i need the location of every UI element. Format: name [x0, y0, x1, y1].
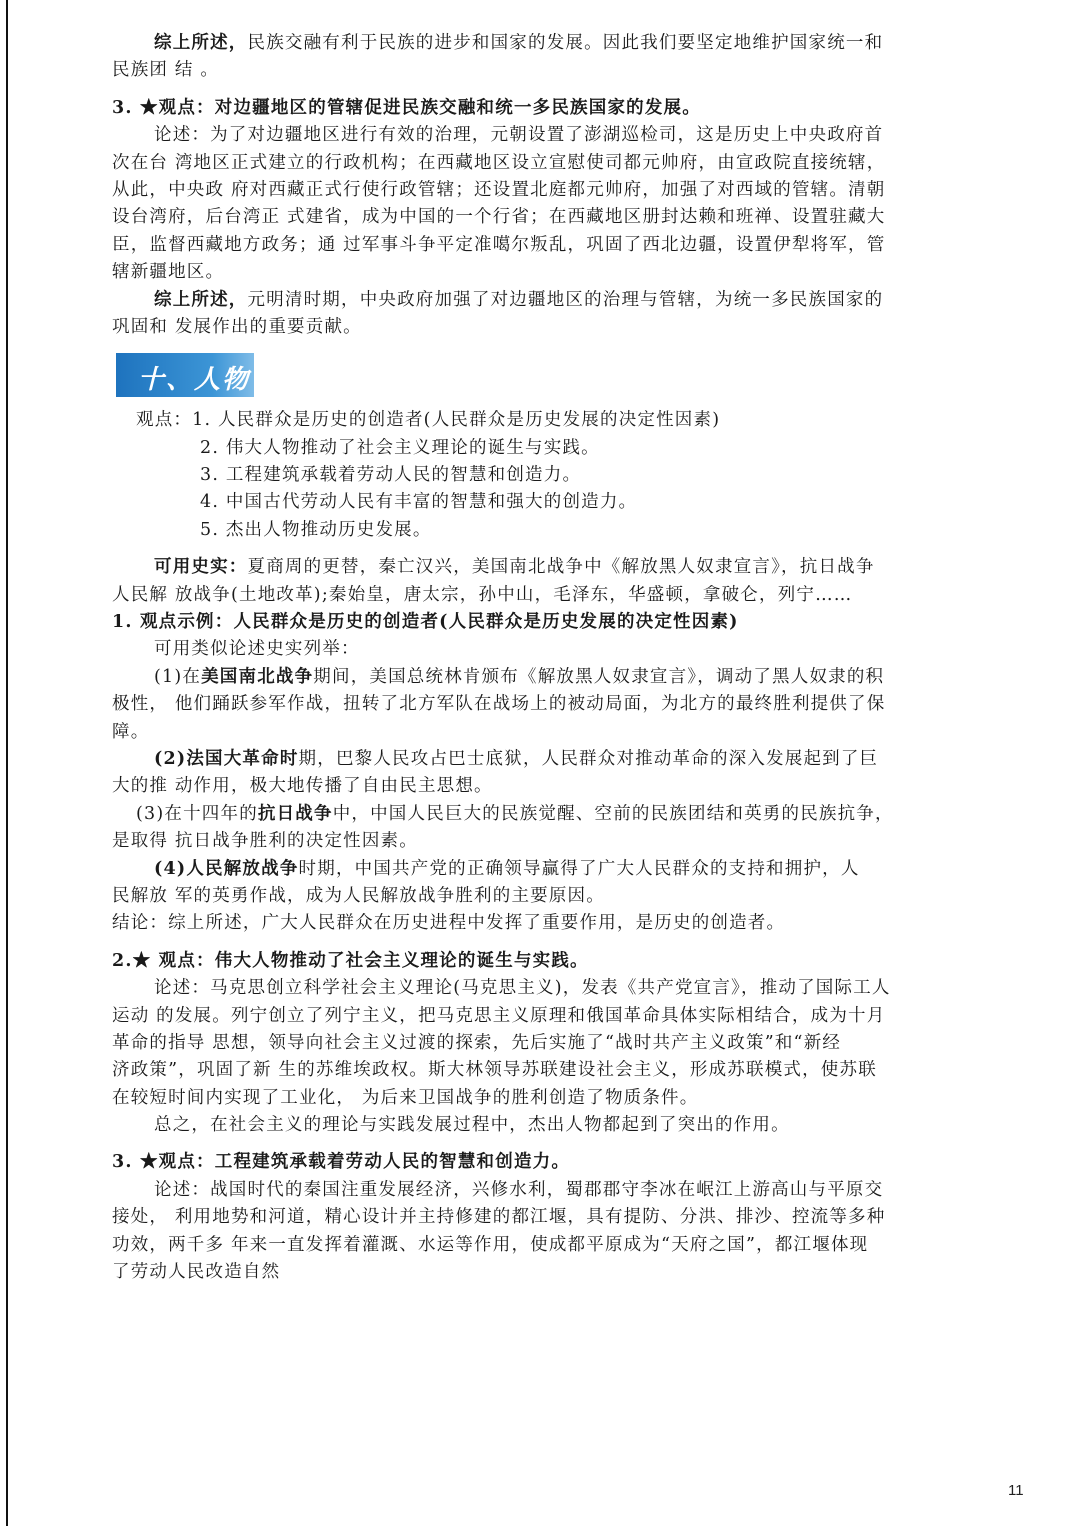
viewpoint-item: 4. 中国古代劳动人民有丰富的智慧和强大的创造力。 [200, 492, 638, 513]
paragraph-line: 了劳动人民改造自然 [112, 1262, 281, 1283]
example-keyword: 美国南北战争 [201, 666, 314, 687]
viewpoint-item: 5. 杰出人物推动历史发展。 [200, 519, 432, 540]
example-text: 期，巴黎人民攻占巴士底狱，人民群众对推动革命的深入发展起到了巨 [298, 748, 879, 769]
example-line [112, 746, 1027, 773]
viewpoints-label: 观点： [136, 410, 193, 431]
example-line [112, 801, 1027, 828]
example-text: 期间，美国总统林肯颁布《解放黑人奴隶宣言》，调动了黑人奴隶的积 [313, 666, 885, 687]
page-content [112, 30, 1027, 1286]
viewpoint-item: 2. 伟大人物推动了社会主义理论的诞生与实践。 [200, 437, 600, 458]
summary-line-2: 巩固和 发展作出的重要贡献。 [112, 316, 362, 337]
paragraph-line: 论述：马克思创立科学社会主义理论(马克思主义)，发表《共产党宣言》，推动了国际工人 [154, 978, 891, 999]
page-margin-rule [6, 0, 8, 1526]
example-line: 极性， 他们踊跃参军作战，扭转了北方军队在战场上的被动局面，为北方的最终胜利提供了保 [112, 694, 886, 715]
example-line: 民解放 军的英勇作战，成为人民解放战争胜利的主要原因。 [112, 885, 605, 906]
example-keyword: (2)法国大革命时 [154, 748, 299, 769]
example-line: 大的推 动作用，极大地传播了自由民主思想。 [112, 776, 493, 797]
point-heading-great-figures: 2.★ 观点：伟大人物推动了社会主义理论的诞生与实践。 [112, 950, 589, 971]
summary-line [112, 287, 1027, 314]
facts-line [112, 554, 1027, 581]
paragraph-line: 在较短时间内实现了工业化， 为后来卫国战争的胜利创造了物质条件。 [112, 1087, 699, 1108]
paragraph-line: 臣，监督西藏地方政务；通 过军事斗争平定准噶尔叛乱，巩固了西北边疆，设置伊犁将军，管 [112, 234, 886, 255]
summary-line-2: 民族团 结 。 [112, 60, 220, 81]
paragraph-line: 论述：为了对边疆地区进行有效的治理，元朝设置了澎湖巡检司，这是历史上中央政府首 [154, 125, 884, 146]
section-title: 十、人物 [138, 365, 251, 396]
summary-label: 综上所述， [154, 289, 248, 310]
point-heading-masses: 1. 观点示例：人民群众是历史的创造者(人民群众是历史发展的决定性因素) [112, 612, 739, 633]
paragraph-line: 次在台 湾地区正式建立的行政机构；在西藏地区设立宣慰使司都元帅府，由宣政院直接统辖， [112, 152, 886, 173]
viewpoint-item: 3. 工程建筑承载着劳动人民的智慧和创造力。 [200, 465, 582, 486]
example-text: 中，中国人民巨大的民族觉醒、空前的民族团结和英勇的民族抗争， [332, 803, 894, 824]
example-keyword: (4)人民解放战争 [154, 858, 299, 879]
conclusion-line: 结论：综上所述，广大人民群众在历史进程中发挥了重要作用，是历史的创造者。 [112, 913, 786, 934]
facts-text: 夏商周的更替，秦亡汉兴，美国南北战争中《解放黑人奴隶宣言》，抗日战争 [247, 557, 875, 578]
paragraph-line: 运动 的发展。列宁创立了列宁主义，把马克思主义原理和俄国革命具体实际相结合，成为十月 [112, 1005, 886, 1026]
example-prefix: (3)在十四年的 [136, 803, 258, 824]
example-text: 时期，中国共产党的正确领导赢得了广大人民群众的支持和拥护，人 [298, 858, 860, 879]
paragraph-line: 论述：战国时代的秦国注重发展经济，兴修水利，蜀郡郡守李冰在岷江上游高山与平原交 [154, 1179, 884, 1200]
paragraph-line: 从此，中央政 府对西藏正式行使行政管辖；还设置北庭都元帅府，加强了对西域的管辖。清朝 [112, 179, 886, 200]
viewpoint-text: 1. 人民群众是历史的创造者(人民群众是历史发展的决定性因素) [192, 410, 721, 431]
page-number: 11 [1008, 1482, 1024, 1499]
example-keyword: 抗日战争 [257, 803, 333, 824]
point-heading-engineering: 3. ★观点：工程建筑承载着劳动人民的智慧和创造力。 [112, 1152, 571, 1173]
facts-label: 可用史实： [154, 557, 248, 578]
summary-line [112, 30, 1027, 57]
paragraph-line: 辖新疆地区。 [112, 262, 225, 283]
paragraph-line: 设台湾府，后台湾正 式建省，成为中国的一个行省；在西藏地区册封达赖和班禅、设置驻藏大 [112, 207, 886, 228]
facts-line-2: 人民解 放战争(土地改革);秦始皇，唐太宗，孙中山，毛泽东，华盛顿，拿破仑，列宁…… [112, 584, 853, 605]
viewpoint-item [112, 407, 1027, 434]
summary-line: 总之，在社会主义的理论与实践发展过程中，杰出人物都起到了突出的作用。 [154, 1115, 790, 1136]
paragraph-line: 济政策”，巩固了新 生的苏维埃政权。斯大林领导苏联建设社会主义，形成苏联模式，使苏联 [112, 1060, 877, 1081]
example-line [112, 856, 1027, 883]
example-line: 障。 [112, 721, 150, 742]
example-prefix: (1)在 [154, 666, 202, 687]
summary-label: 综上所述， [154, 33, 248, 53]
section-banner [116, 353, 254, 397]
example-line [112, 664, 1027, 691]
paragraph-line: 接处， 利用地势和河道，精心设计并主持修建的都江堰，具有提防、分洪、排沙、控流等多种 [112, 1207, 886, 1228]
paragraph-line: 革命的指导 思想，领导向社会主义过渡的探索，先后实施了“战时共产主义政策”和“新经 [112, 1032, 842, 1053]
example-line: 是取得 抗日战争胜利的决定性因素。 [112, 831, 418, 852]
point-heading-borders: 3. ★观点：对边疆地区的管辖促进民族交融和统一多民族国家的发展。 [112, 97, 701, 118]
paragraph-line: 功效，两千多 年来一直发挥着灌溉、水运等作用，使成都平原成为“天府之国”，都江堰体现 [112, 1234, 869, 1255]
summary-text: 元明清时期，中央政府加强了对边疆地区的治理与管辖，为统一多民族国家的 [247, 289, 884, 310]
examples-intro: 可用类似论述史实列举： [154, 639, 360, 660]
summary-text: 民族交融有利于民族的进步和国家的发展。因此我们要坚定地维护国家统一和 [247, 33, 884, 53]
